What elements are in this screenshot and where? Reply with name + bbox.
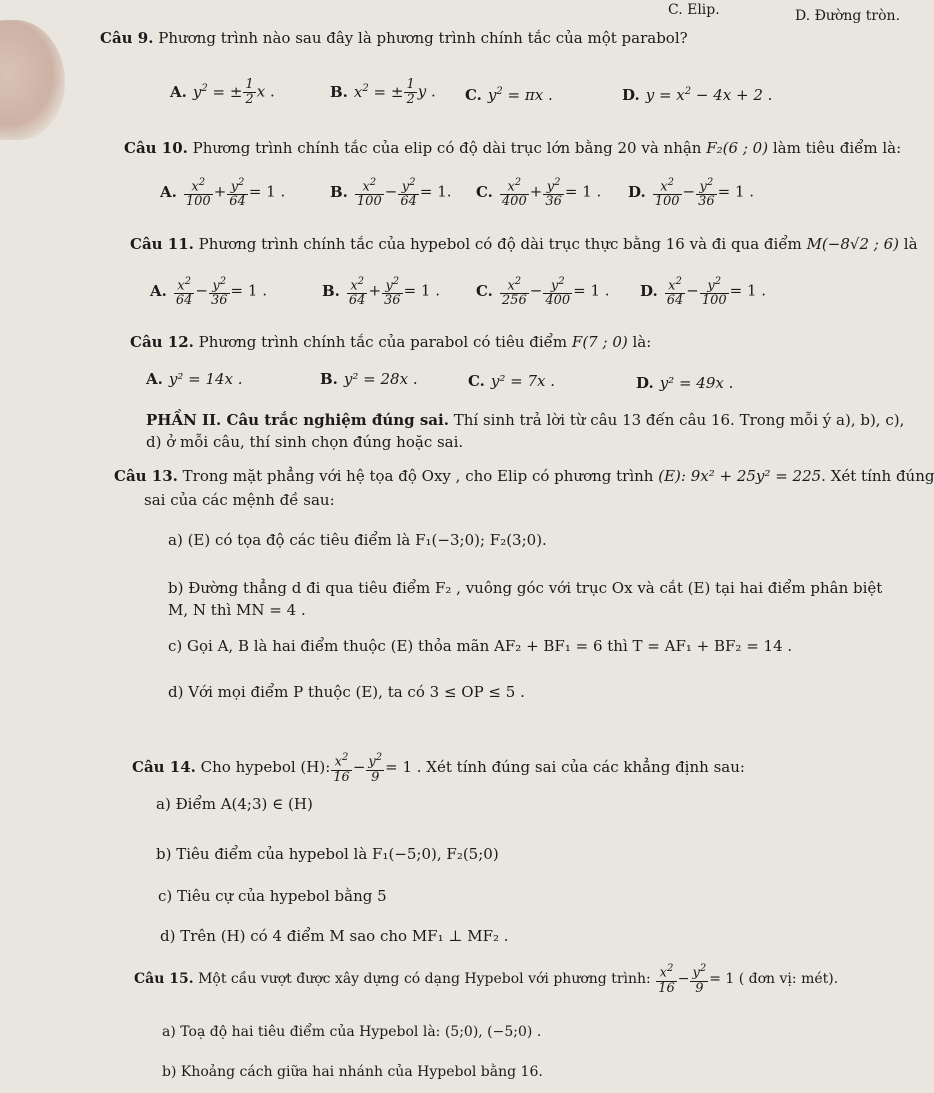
- part2-instruction: d) ở mỗi câu, thí sinh chọn đúng hoặc sai.: [146, 433, 464, 451]
- q14-statement-b: b) Tiêu điểm của hypebol là F₁(−5;0), F₂(5;0): [156, 845, 499, 863]
- q9-option-d: D. $y = x^2 - 4x + 2$ .: [622, 86, 773, 104]
- q14-statement-a: a) Điểm A(4;3) ∈ (H): [156, 795, 313, 813]
- q9-label: Câu 9.: [100, 29, 154, 47]
- q8-option-d: D. Đường tròn.: [795, 8, 901, 24]
- q12-option-b: B. y² = 28x .: [320, 370, 418, 388]
- q10-question: Câu 10. Phương trình chính tắc của elip có độ dài trục lớn bằng 20 và nhận F₂(6 ; 0) làm tiêu điểm là:: [124, 139, 902, 157]
- q9-option-a: A. $y^2$ = ± $\frac{1}{2}$ x .: [170, 77, 275, 107]
- q9-text: Phương trình nào sau đây là phương trình chính tắc của một parabol?: [158, 29, 688, 47]
- q10-option-c: C. $\frac{x^2}{400}$ + $\frac{y^2}{36}$ = 1 .: [476, 177, 602, 210]
- q13-question: Câu 13. Trong mặt phẳng với hệ tọa độ Oxy , cho Elip có phương trình (E): 9x² + 25y² = 225. Xét tính đúng: [114, 467, 934, 485]
- q15-question: Câu 15. Một cầu vượt được xây dựng có dạng Hypebol với phương trình: $\frac{x^2}{16}$ − $\frac{y^2}{9}$ = 1 ( đơn vị: mét).: [134, 963, 839, 996]
- q13-statement-b-cont: M, N thì MN = 4 .: [168, 601, 306, 619]
- q11-question: Câu 11. Phương trình chính tắc của hypebol có độ dài trục thực bằng 16 và đi qua điểm M(−8√2 ; 6) là: [130, 235, 918, 253]
- q14-statement-c: c) Tiêu cự của hypebol bằng 5: [158, 887, 387, 905]
- q9-question: [100, 28, 688, 48]
- q12-option-a: A. y² = 14x .: [146, 370, 243, 388]
- q13-statement-d: d) Với mọi điểm P thuộc (E), ta có 3 ≤ OP ≤ 5 .: [168, 683, 525, 701]
- part2-heading: PHẦN II. Câu trắc nghiệm đúng sai. Thí sinh trả lời từ câu 13 đến câu 16. Trong mỗi ý a), b), c),: [146, 411, 905, 429]
- q11-option-c: C. $\frac{x^2}{256}$ − $\frac{y^2}{400}$ = 1 .: [476, 276, 610, 309]
- q8-option-c: C. Elip.: [668, 2, 720, 18]
- q12-option-d: D. y² = 49x .: [636, 374, 734, 392]
- q9-option-c: C. $y^2 = \pi x$ .: [465, 86, 553, 104]
- finger-shadow: [0, 20, 65, 140]
- q11-option-a: A. $\frac{x^2}{64}$ − $\frac{y^2}{36}$ = 1 .: [150, 276, 267, 309]
- q13-statement-a: a) (E) có tọa độ các tiêu điểm là F₁(−3;0); F₂(3;0).: [168, 531, 547, 549]
- q12-option-c: C. y² = 7x .: [468, 372, 556, 390]
- q13-text-cont: sai của các mệnh đề sau:: [144, 491, 335, 509]
- q10-option-d: D. $\frac{x^2}{100}$ − $\frac{y^2}{36}$ = 1 .: [628, 177, 755, 210]
- q10-option-a: A. $\frac{x^2}{100}$ + $\frac{y^2}{64}$ = 1 .: [160, 177, 286, 210]
- q9-option-b: B. $x^2$ = ± $\frac{1}{2}$ y .: [330, 77, 436, 107]
- q11-option-d: D. $\frac{x^2}{64}$ − $\frac{y^2}{100}$ = 1 .: [640, 276, 767, 309]
- q13-statement-c: c) Gọi A, B là hai điểm thuộc (E) thỏa mãn AF₂ + BF₁ = 6 thì T = AF₁ + BF₂ = 14 .: [168, 637, 793, 655]
- q13-statement-b: b) Đường thẳng d đi qua tiêu điểm F₂ , vuông góc với trục Ox và cắt (E) tại hai điểm phân biệt: [168, 579, 883, 597]
- q14-question: Câu 14. Cho hypebol (H): $\frac{x^2}{16}$ − $\frac{y^2}{9}$ = 1 . Xét tính đúng sai của các khẳng định sau:: [132, 752, 745, 785]
- q15-statement-b: b) Khoảng cách giữa hai nhánh của Hypebol bằng 16.: [162, 1064, 543, 1080]
- q10-option-b: B. $\frac{x^2}{100}$ − $\frac{y^2}{64}$ = 1.: [330, 177, 452, 210]
- q14-statement-d: d) Trên (H) có 4 điểm M sao cho MF₁ ⊥ MF₂ .: [160, 927, 509, 945]
- q12-question: Câu 12. Phương trình chính tắc của parabol có tiêu điểm F(7 ; 0) là:: [130, 333, 652, 351]
- q11-option-b: B. $\frac{x^2}{64}$ + $\frac{y^2}{36}$ = 1 .: [322, 276, 440, 309]
- q15-statement-a: a) Toạ độ hai tiêu điểm của Hypebol là: (5;0), (−5;0) .: [162, 1024, 542, 1040]
